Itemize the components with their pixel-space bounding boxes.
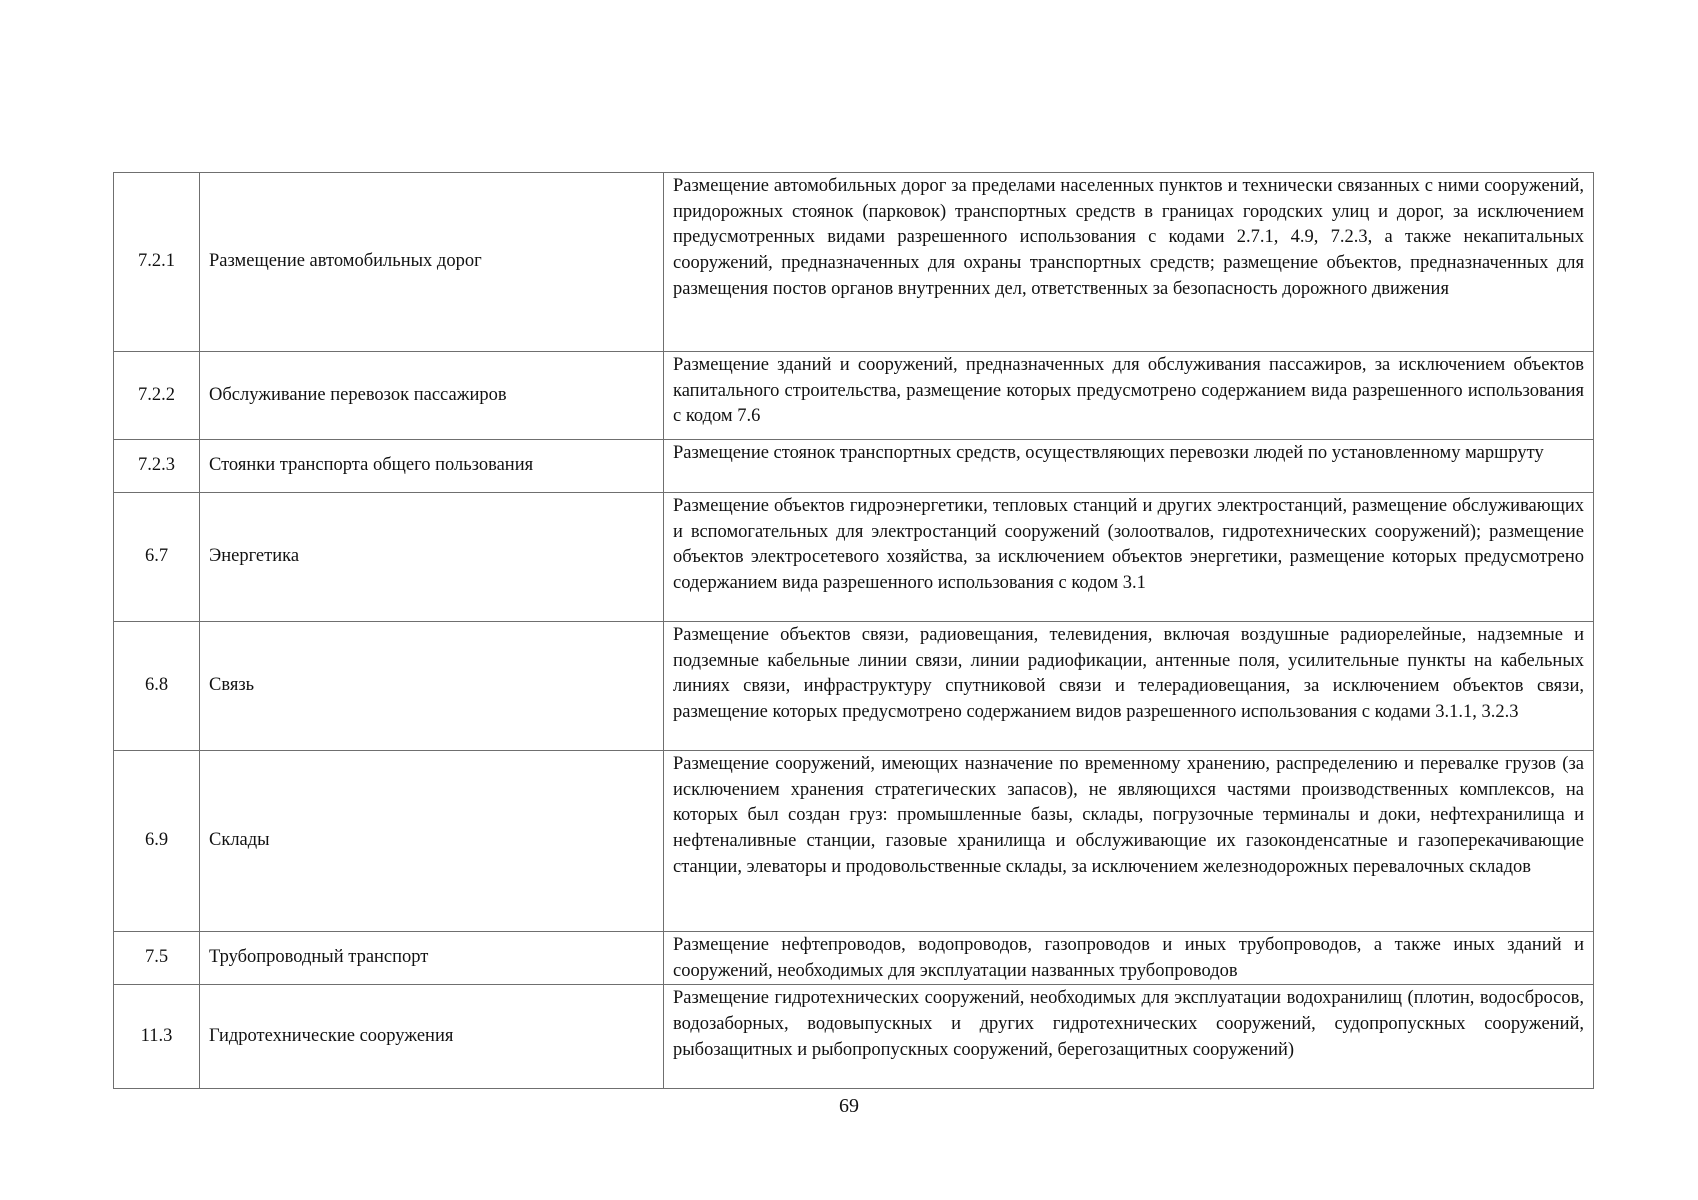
row-name: Стоянки транспорта общего пользования xyxy=(200,440,664,493)
row-description: Размещение автомобильных дорог за пределами населенных пунктов и технически связанных с ними сооружений, придорожных стоянок (парковок) транспортных средств в границах городских улиц и дорог, за исключением предусмотренных видами разрешенного использования с кодами 2.7.1, 4.9, 7.2.3, а также некапитальных сооружений, предназначенных для охраны транспортных средств; размещение объектов, предназначенных для размещения постов органов внутренних дел, ответственных за безопасность дорожного движения xyxy=(664,173,1594,352)
row-name: Обслуживание перевозок пассажиров xyxy=(200,352,664,440)
table-row xyxy=(114,440,1594,493)
table-row xyxy=(114,173,1594,352)
row-code: 7.2.3 xyxy=(114,440,200,493)
row-code: 7.2.1 xyxy=(114,173,200,352)
row-code: 6.8 xyxy=(114,622,200,751)
table-row xyxy=(114,493,1594,622)
row-name: Гидротехнические сооружения xyxy=(200,985,664,1089)
row-name: Трубопроводный транспорт xyxy=(200,932,664,985)
row-description: Размещение нефтепроводов, водопроводов, газопроводов и иных трубопроводов, а также иных зданий и сооружений, необходимых для эксплуатации названных трубопроводов xyxy=(664,932,1594,985)
table-row xyxy=(114,622,1594,751)
row-name: Склады xyxy=(200,751,664,932)
page-number: 69 xyxy=(839,1095,859,1117)
row-description: Размещение зданий и сооружений, предназначенных для обслуживания пассажиров, за исключением объектов капитального строительства, размещение которых предусмотрено содержанием вида разрешенного использования с кодом 7.6 xyxy=(664,352,1594,440)
row-code: 6.7 xyxy=(114,493,200,622)
row-description: Размещение объектов гидроэнергетики, тепловых станций и других электростанций, размещение обслуживающих и вспомогательных для электростанций сооружений (золоотвалов, гидротехнических сооружений); размещение объектов электросетевого хозяйства, за исключением объектов энергетики, размещение которых предусмотрено содержанием вида разрешенного использования с кодом 3.1 xyxy=(664,493,1594,622)
row-name: Энергетика xyxy=(200,493,664,622)
table-row xyxy=(114,352,1594,440)
table-row xyxy=(114,985,1594,1089)
land-use-table xyxy=(113,172,1594,1089)
table-row xyxy=(114,932,1594,985)
row-code: 6.9 xyxy=(114,751,200,932)
row-description: Размещение сооружений, имеющих назначение по временному хранению, распределению и перевалке грузов (за исключением хранения стратегических запасов), не являющихся частями производственных комплексов, на которых был создан груз: промышленные базы, склады, погрузочные терминалы и доки, нефтехранилища и нефтеналивные станции, газовые хранилища и обслуживающие их газоконденсатные и газоперекачивающие станции, элеваторы и продовольственные склады, за исключением железнодорожных перевалочных складов xyxy=(664,751,1594,932)
row-description: Размещение объектов связи, радиовещания, телевидения, включая воздушные радиорелейные, надземные и подземные кабельные линии связи, линии радиофикации, антенные поля, усилительные пункты на кабельных линиях связи, инфраструктуру спутниковой связи и телерадиовещания, за исключением объектов связи, размещение которых предусмотрено содержанием видов разрешенного использования с кодами 3.1.1, 3.2.3 xyxy=(664,622,1594,751)
row-name: Размещение автомобильных дорог xyxy=(200,173,664,352)
row-code: 7.2.2 xyxy=(114,352,200,440)
row-code: 11.3 xyxy=(114,985,200,1089)
row-description: Размещение стоянок транспортных средств, осуществляющих перевозки людей по установленному маршруту xyxy=(664,440,1594,493)
row-name: Связь xyxy=(200,622,664,751)
row-code: 7.5 xyxy=(114,932,200,985)
row-description: Размещение гидротехнических сооружений, необходимых для эксплуатации водохранилищ (плотин, водосбросов, водозаборных, водовыпускных и других гидротехнических сооружений, судопропускных сооружений, рыбозащитных и рыбопропускных сооружений, берегозащитных сооружений) xyxy=(664,985,1594,1089)
table-row xyxy=(114,751,1594,932)
